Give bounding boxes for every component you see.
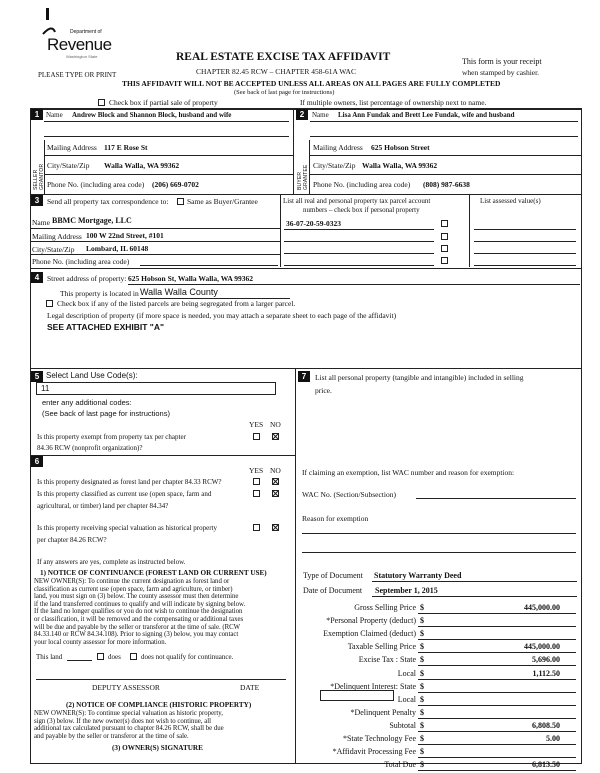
tax-row-line bbox=[418, 613, 576, 614]
notice-2-line: and payable by the seller or transferor at the time of sale. bbox=[34, 732, 189, 740]
currency-sign: $ bbox=[420, 655, 424, 664]
tax-row-line bbox=[418, 639, 576, 640]
notice-1-title: 1) NOTICE OF CONTINUANCE (FOREST LAND OR CURRENT USE) bbox=[40, 569, 267, 577]
tax-row-line bbox=[418, 757, 576, 758]
forest-question: Is this property designated as forest land per chapter 84.33 RCW? bbox=[37, 478, 222, 486]
currency-sign: $ bbox=[420, 603, 424, 612]
exemption-question: If claiming an exemption, list WAC number and reason for exemption: bbox=[302, 468, 515, 477]
tax-row-label: Taxable Selling Price bbox=[347, 642, 416, 651]
section-2-number: 2 bbox=[296, 109, 308, 120]
logo-text: Revenue bbox=[47, 35, 112, 54]
tax-row-line bbox=[418, 770, 576, 771]
correspondence-city-label: City/State/Zip bbox=[32, 245, 75, 254]
forest-yes-checkbox[interactable] bbox=[253, 478, 260, 485]
this-land-label: This land bbox=[36, 653, 63, 661]
buyer-city[interactable]: Walla Walla, WA 99362 bbox=[362, 161, 438, 170]
correspondence-mailing-label: Mailing Address bbox=[32, 232, 82, 241]
tax-row-label: Subtotal bbox=[389, 721, 416, 730]
exempt-no-checkbox[interactable] bbox=[272, 433, 279, 440]
buyer-name-label: Name bbox=[312, 111, 329, 119]
tax-row-line bbox=[418, 718, 576, 719]
located-label: This property is located in bbox=[60, 289, 139, 298]
tax-row-value[interactable]: 445,000.00 bbox=[524, 603, 560, 612]
property-street[interactable]: 625 Hobson St, Walla Walla, WA 99362 bbox=[128, 274, 254, 283]
does-label: does bbox=[108, 653, 121, 661]
section-7-number: 7 bbox=[298, 371, 310, 382]
currency-sign: $ bbox=[420, 669, 424, 678]
form-title: REAL ESTATE EXCISE TAX AFFIDAVIT bbox=[176, 51, 391, 63]
parcel-4-personal-checkbox[interactable] bbox=[441, 257, 448, 264]
logo-small-text: Department of bbox=[70, 29, 102, 35]
warning-text: THIS AFFIDAVIT WILL NOT BE ACCEPTED UNLESS ALL AREAS ON ALL PAGES ARE FULLY COMPLETED bbox=[122, 79, 501, 88]
tax-row-line bbox=[418, 679, 576, 680]
currency-sign: $ bbox=[420, 708, 424, 717]
buyer-phone-label: Phone No. (including area code) bbox=[313, 180, 411, 189]
currency-sign: $ bbox=[420, 642, 424, 651]
seller-side-label: SELLER GRANTOR bbox=[33, 163, 45, 190]
segregated-checkbox[interactable] bbox=[46, 300, 53, 307]
parcel-2-personal-checkbox[interactable] bbox=[441, 233, 448, 240]
seller-phone-label: Phone No. (including area code) bbox=[47, 180, 145, 189]
document-date[interactable]: September 1, 2015 bbox=[375, 586, 438, 595]
tax-row-label: Total Due bbox=[384, 760, 416, 769]
currency-sign: $ bbox=[420, 721, 424, 730]
section-5-number: 5 bbox=[31, 371, 43, 382]
additional-codes-label: enter any additional codes: bbox=[42, 398, 132, 407]
tax-row-label: *Affidavit Processing Fee bbox=[332, 747, 416, 756]
tax-row-line bbox=[418, 731, 576, 732]
receipt-note-1: This form is your receipt bbox=[462, 57, 542, 66]
property-county[interactable]: Walla Walla County bbox=[140, 287, 218, 297]
notice-3-title: (3) OWNER(S) SIGNATURE bbox=[112, 744, 203, 752]
land-use-heading: Select Land Use Code(s): bbox=[46, 371, 138, 380]
segregated-label: Check box if any of the listed parcels are being segregated from a larger parcel. bbox=[57, 299, 296, 308]
parcel-account-1[interactable]: 36-07-20-59-0323 bbox=[286, 219, 341, 228]
wac-label: WAC No. (Section/Subsection) bbox=[302, 490, 396, 499]
tax-row-label: *Delinquent Interest: State bbox=[330, 682, 416, 691]
yes-instructions: If any answers are yes, complete as instructed below. bbox=[37, 558, 186, 566]
tax-row-line bbox=[418, 705, 576, 706]
tax-row-label: *Delinquent Penalty bbox=[350, 708, 416, 717]
exemption-reason-label: Reason for exemption bbox=[302, 514, 369, 523]
logo-sub-text: Washington State bbox=[66, 54, 98, 59]
correspondence-city[interactable]: Lombard, IL 60148 bbox=[86, 244, 149, 253]
tax-row-line bbox=[418, 652, 576, 653]
please-print: PLEASE TYPE OR PRINT bbox=[38, 71, 117, 79]
buyer-phone[interactable]: (808) 987-6638 bbox=[423, 180, 470, 189]
tax-row-line bbox=[418, 665, 576, 666]
notice-1-body bbox=[34, 578, 245, 646]
tax-row-line bbox=[418, 744, 576, 745]
logo-mark bbox=[40, 6, 56, 38]
tax-row-label: Exemption Claimed (deduct) bbox=[323, 629, 416, 638]
notice-1-line: will be due and payable by the seller or transferor at the time of sale. (RCW bbox=[34, 623, 241, 631]
legal-description[interactable]: SEE ATTACHED EXHIBIT "A" bbox=[47, 322, 164, 332]
logo-swash-icon bbox=[40, 6, 56, 36]
seller-city[interactable]: Walla Walla, WA 99362 bbox=[104, 161, 180, 170]
parcel-3-personal-checkbox[interactable] bbox=[441, 245, 448, 252]
notice-1-line: classification as current use (open space, farm and agriculture, or timber) bbox=[34, 585, 233, 593]
assessed-heading: List assessed value(s) bbox=[480, 197, 541, 205]
currency-sign: $ bbox=[420, 695, 424, 704]
buyer-name[interactable]: Lisa Ann Fundak and Brett Lee Fundak, wife and husband bbox=[338, 111, 515, 119]
land-use-code: 11 bbox=[41, 384, 50, 393]
historic-yes-checkbox[interactable] bbox=[253, 524, 260, 531]
street-label: Street address of property: bbox=[47, 274, 127, 283]
correspondence-mailing[interactable]: 100 W 22nd Street, #101 bbox=[86, 231, 164, 240]
notice-2-line: sign (3) below. If the new owner(s) does not wish to continue, all bbox=[34, 717, 211, 725]
notice-1-line: 84.33.140 or RCW 84.34.108). Prior to signing (3) below, you may contact bbox=[34, 631, 239, 639]
partial-sale-label: Check box if partial sale of property bbox=[109, 98, 218, 107]
section-1-number: 1 bbox=[31, 109, 43, 120]
correspondence-name[interactable]: BBMC Mortgage, LLC bbox=[52, 216, 132, 225]
same-as-buyer-label: Same as Buyer/Grantee bbox=[187, 197, 258, 206]
does-qualify-checkbox[interactable] bbox=[97, 653, 104, 660]
partial-sale-checkbox[interactable] bbox=[98, 99, 105, 106]
yes-header-5: YES bbox=[249, 420, 264, 429]
accounts-heading-2: numbers – check box if personal property bbox=[303, 206, 420, 214]
same-as-buyer-checkbox[interactable] bbox=[177, 198, 184, 205]
currency-sign: $ bbox=[420, 616, 424, 625]
notice-2-title: (2) NOTICE OF COMPLIANCE (HISTORIC PROPERTY) bbox=[66, 701, 252, 709]
current-use-no-checkbox[interactable] bbox=[272, 490, 279, 497]
correspondence-phone-label: Phone No. (including area code) bbox=[32, 257, 130, 266]
notice-1-line: land, you must sign on (3) below. The county assessor must then determine bbox=[34, 593, 239, 601]
historic-no-checkbox[interactable] bbox=[272, 524, 279, 531]
form-chapter: CHAPTER 82.45 RCW – CHAPTER 458-61A WAC bbox=[196, 67, 356, 76]
document-type-label: Type of Document bbox=[303, 571, 363, 580]
tax-row-label: Gross Selling Price bbox=[354, 603, 416, 612]
notice-1-line: NEW OWNER(S): To continue the current designation as forest land or bbox=[34, 578, 230, 585]
notice-1-line: if the land transferred continues to qualify and will indicate by signing below. bbox=[34, 600, 246, 608]
document-type[interactable]: Statutory Warranty Deed bbox=[374, 571, 462, 580]
accounts-heading-1: List all real and personal property tax parcel account bbox=[283, 197, 431, 205]
personal-property-heading-2: price. bbox=[315, 386, 332, 395]
current-use-yes-checkbox[interactable] bbox=[253, 490, 260, 497]
seller-name[interactable]: Andrew Block and Shannon Block, husband and wife bbox=[72, 111, 232, 119]
seller-city-label: City/State/Zip bbox=[47, 161, 90, 170]
tax-row-label: *Personal Property (deduct) bbox=[326, 616, 416, 625]
buyer-side-label: BUYER GRANTEE bbox=[297, 164, 309, 190]
section-3-number: 3 bbox=[31, 195, 43, 206]
notice-1-line: your local county assessor for more information. bbox=[34, 638, 167, 646]
notice-1-line: If the land no longer qualifies or you do not wish to continue the designation bbox=[34, 608, 243, 616]
document-date-label: Date of Document bbox=[303, 586, 363, 595]
tax-row-value[interactable]: 6,813.50 bbox=[532, 760, 560, 769]
does-not-label: does not qualify for continuance. bbox=[141, 653, 234, 661]
section-6-number: 6 bbox=[31, 456, 43, 467]
multiple-owners-note: If multiple owners, list percentage of ownership next to name. bbox=[300, 98, 487, 107]
tax-row-line bbox=[418, 626, 576, 627]
correspondence-heading: Send all property tax correspondence to: bbox=[47, 197, 169, 206]
notice-2-line: NEW OWNER(S): To continue special valuation as historic property, bbox=[34, 710, 223, 717]
forest-no-checkbox[interactable] bbox=[272, 478, 279, 485]
tax-row-value[interactable]: 6,808.50 bbox=[532, 721, 560, 730]
tax-row-label: Local bbox=[397, 695, 416, 704]
tax-row-value[interactable]: 5.00 bbox=[546, 734, 560, 743]
currency-sign: $ bbox=[420, 747, 424, 756]
tax-row-value[interactable]: 5,696.00 bbox=[532, 655, 560, 664]
currency-sign: $ bbox=[420, 629, 424, 638]
currency-sign: $ bbox=[420, 760, 424, 769]
no-header-6: NO bbox=[270, 466, 281, 475]
tax-row-label: *State Technology Fee bbox=[342, 734, 416, 743]
exempt-question-2: 84.36 RCW (nonprofit organization)? bbox=[37, 444, 143, 452]
receipt-note-2: when stamped by cashier. bbox=[462, 68, 540, 77]
section-4-number: 4 bbox=[31, 272, 43, 283]
does-not-qualify-checkbox[interactable] bbox=[130, 653, 137, 660]
land-use-see-back: (See back of last page for instructions) bbox=[42, 409, 170, 418]
personal-property-heading-1: List all personal property (tangible and intangible) included in selling bbox=[315, 373, 524, 382]
buyer-city-label: City/State/Zip bbox=[313, 161, 356, 170]
currency-sign: $ bbox=[420, 734, 424, 743]
tax-row-value[interactable]: 1,112.50 bbox=[532, 669, 560, 678]
seller-phone[interactable]: (206) 669-0702 bbox=[152, 180, 199, 189]
legal-description-label: Legal description of property (if more space is needed, you may attach a separate sheet to each page of the affidavit) bbox=[47, 311, 397, 320]
no-header-5: NO bbox=[270, 420, 281, 429]
historic-question-1: Is this property receiving special valuation as historical property bbox=[37, 524, 218, 532]
current-use-question-2: agricultural, or timber) land per chapter 84.34? bbox=[37, 502, 169, 510]
buyer-mailing-label: Mailing Address bbox=[313, 143, 363, 152]
land-use-code-input[interactable] bbox=[36, 382, 276, 395]
notice-1-line: or classification, it will be removed and the compensating or additional taxes bbox=[34, 615, 244, 623]
seller-mailing-label: Mailing Address bbox=[47, 143, 97, 152]
date-label: DATE bbox=[240, 683, 260, 692]
deputy-assessor-label: DEPUTY ASSESSOR bbox=[92, 683, 160, 692]
buyer-mailing[interactable]: 625 Hobson Street bbox=[371, 143, 430, 152]
tax-row-label: Excise Tax : State bbox=[358, 655, 416, 664]
exempt-yes-checkbox[interactable] bbox=[253, 433, 260, 440]
current-use-question-1: Is this property classified as current use (open space, farm and bbox=[37, 490, 212, 498]
tax-row-line bbox=[418, 692, 576, 693]
notice-2-line: additional tax calculated pursuant to chapter 84.26 RCW, shall be due bbox=[34, 725, 224, 733]
seller-mailing[interactable]: 117 E Rose St bbox=[104, 143, 148, 152]
notice-2-body bbox=[34, 710, 224, 740]
parcel-1-personal-checkbox[interactable] bbox=[441, 220, 448, 227]
tax-row-label: Local bbox=[397, 669, 416, 678]
historic-question-2: per chapter 84.26 RCW? bbox=[37, 536, 107, 544]
tax-row-value[interactable]: 445,000.00 bbox=[524, 642, 560, 651]
yes-header-6: YES bbox=[249, 466, 264, 475]
correspondence-name-label: Name bbox=[32, 218, 50, 227]
currency-sign: $ bbox=[420, 682, 424, 691]
see-back-text: (See back of last page for instructions) bbox=[234, 89, 335, 96]
exempt-question-1: Is this property exempt from property tax per chapter bbox=[37, 433, 186, 441]
seller-name-label: Name bbox=[46, 111, 63, 119]
